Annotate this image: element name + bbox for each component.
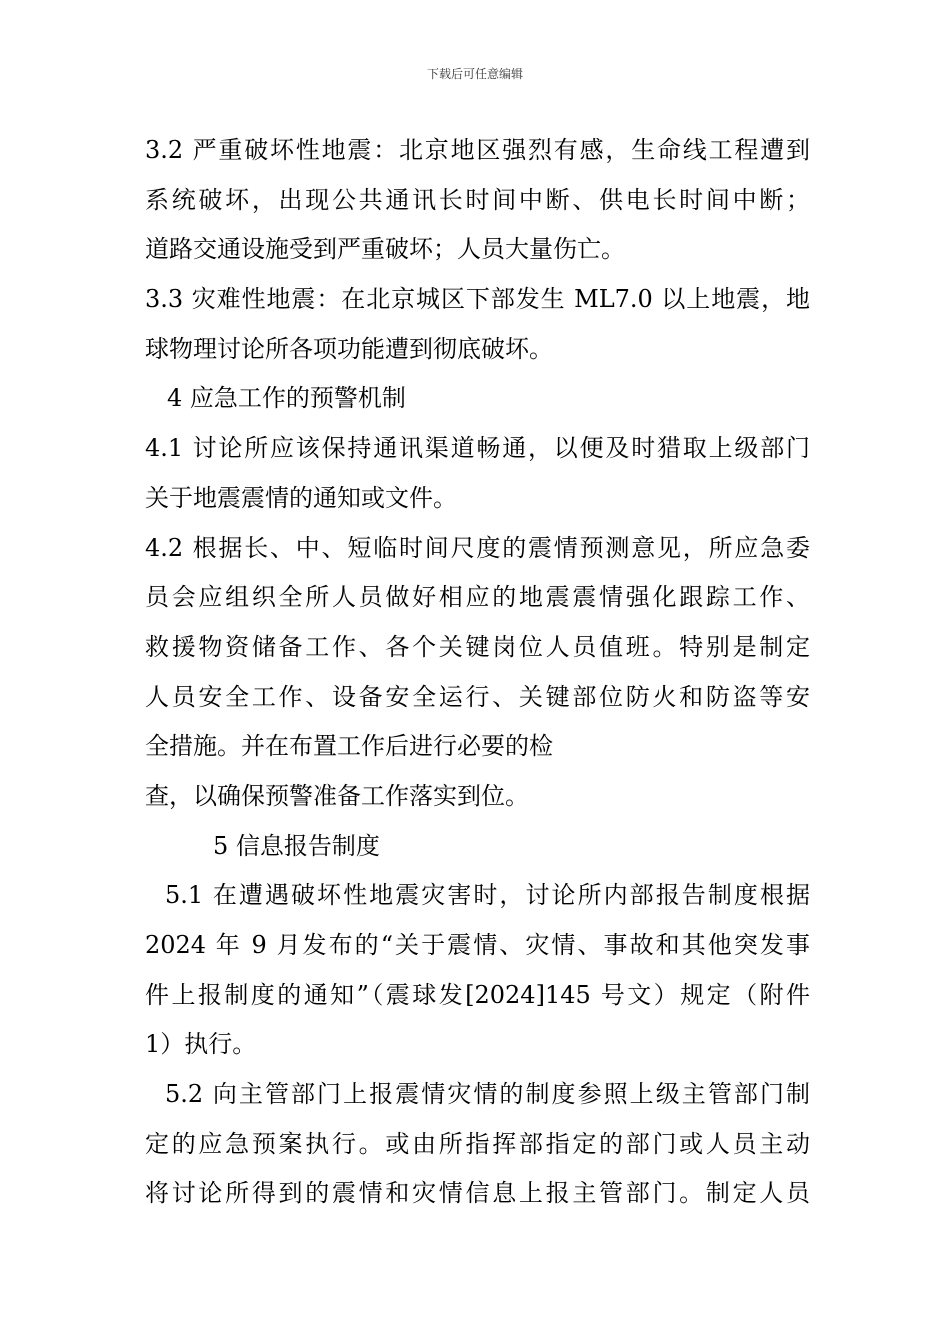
text-line: 将讨论所得到的震情和灾情信息上报主管部门。制定人员	[145, 1179, 810, 1208]
text-line: 员会应组织全所人员做好相应的地震震情强化跟踪工作、	[145, 583, 810, 612]
page-header: 下载后可任意编辑	[426, 67, 523, 81]
text-line: 5.2 向主管部门上报震情灾情的制度参照上级主管部门制	[165, 1080, 810, 1109]
text-line: 系统破坏，出现公共通讯长时间中断、供电长时间中断；	[145, 185, 810, 214]
section-heading: 4 应急工作的预警机制	[167, 384, 406, 413]
text-line: 救援物资储备工作、各个关键岗位人员值班。特别是制定	[145, 632, 810, 661]
text-line: 2024 年 9 月发布的“关于震情、灾情、事故和其他突发事	[145, 931, 810, 959]
text-line: 件上报制度的通知”（震球发[2024]145 号文）规定（附件	[145, 980, 810, 1009]
text-line: 3.3 灾难性地震：在北京城区下部发生 ML7.0 以上地震，地	[145, 285, 810, 314]
text-line: 人员安全工作、设备安全运行、关键部位防火和防盗等安	[145, 682, 810, 711]
text-line: 查，以确保预警准备工作落实到位。	[145, 781, 529, 810]
text-line: 1）执行。	[145, 1030, 257, 1059]
text-line: 球物理讨论所各项功能遭到彻底破坏。	[145, 334, 553, 363]
text-line: 5.1 在遭遇破坏性地震灾害时，讨论所内部报告制度根据	[165, 881, 810, 910]
document-body	[145, 126, 810, 1219]
section-heading: 5 信息报告制度	[213, 831, 380, 860]
text-line: 4.2 根据长、中、短临时间尺度的震情预测意见，所应急委	[145, 533, 810, 562]
text-line: 4.1 讨论所应该保持通讯渠道畅通，以便及时猎取上级部门	[145, 434, 810, 463]
text-line: 3.2 严重破坏性地震：北京地区强烈有感，生命线工程遭到	[145, 136, 810, 164]
text-line: 关于地震震情的通知或文件。	[145, 483, 457, 512]
text-line: 道路交通设施受到严重破坏；人员大量伤亡。	[145, 235, 625, 264]
text-line: 定的应急预案执行。或由所指挥部指定的部门或人员主动	[145, 1129, 810, 1158]
text-line: 全措施。并在布置工作后进行必要的检	[145, 732, 553, 761]
